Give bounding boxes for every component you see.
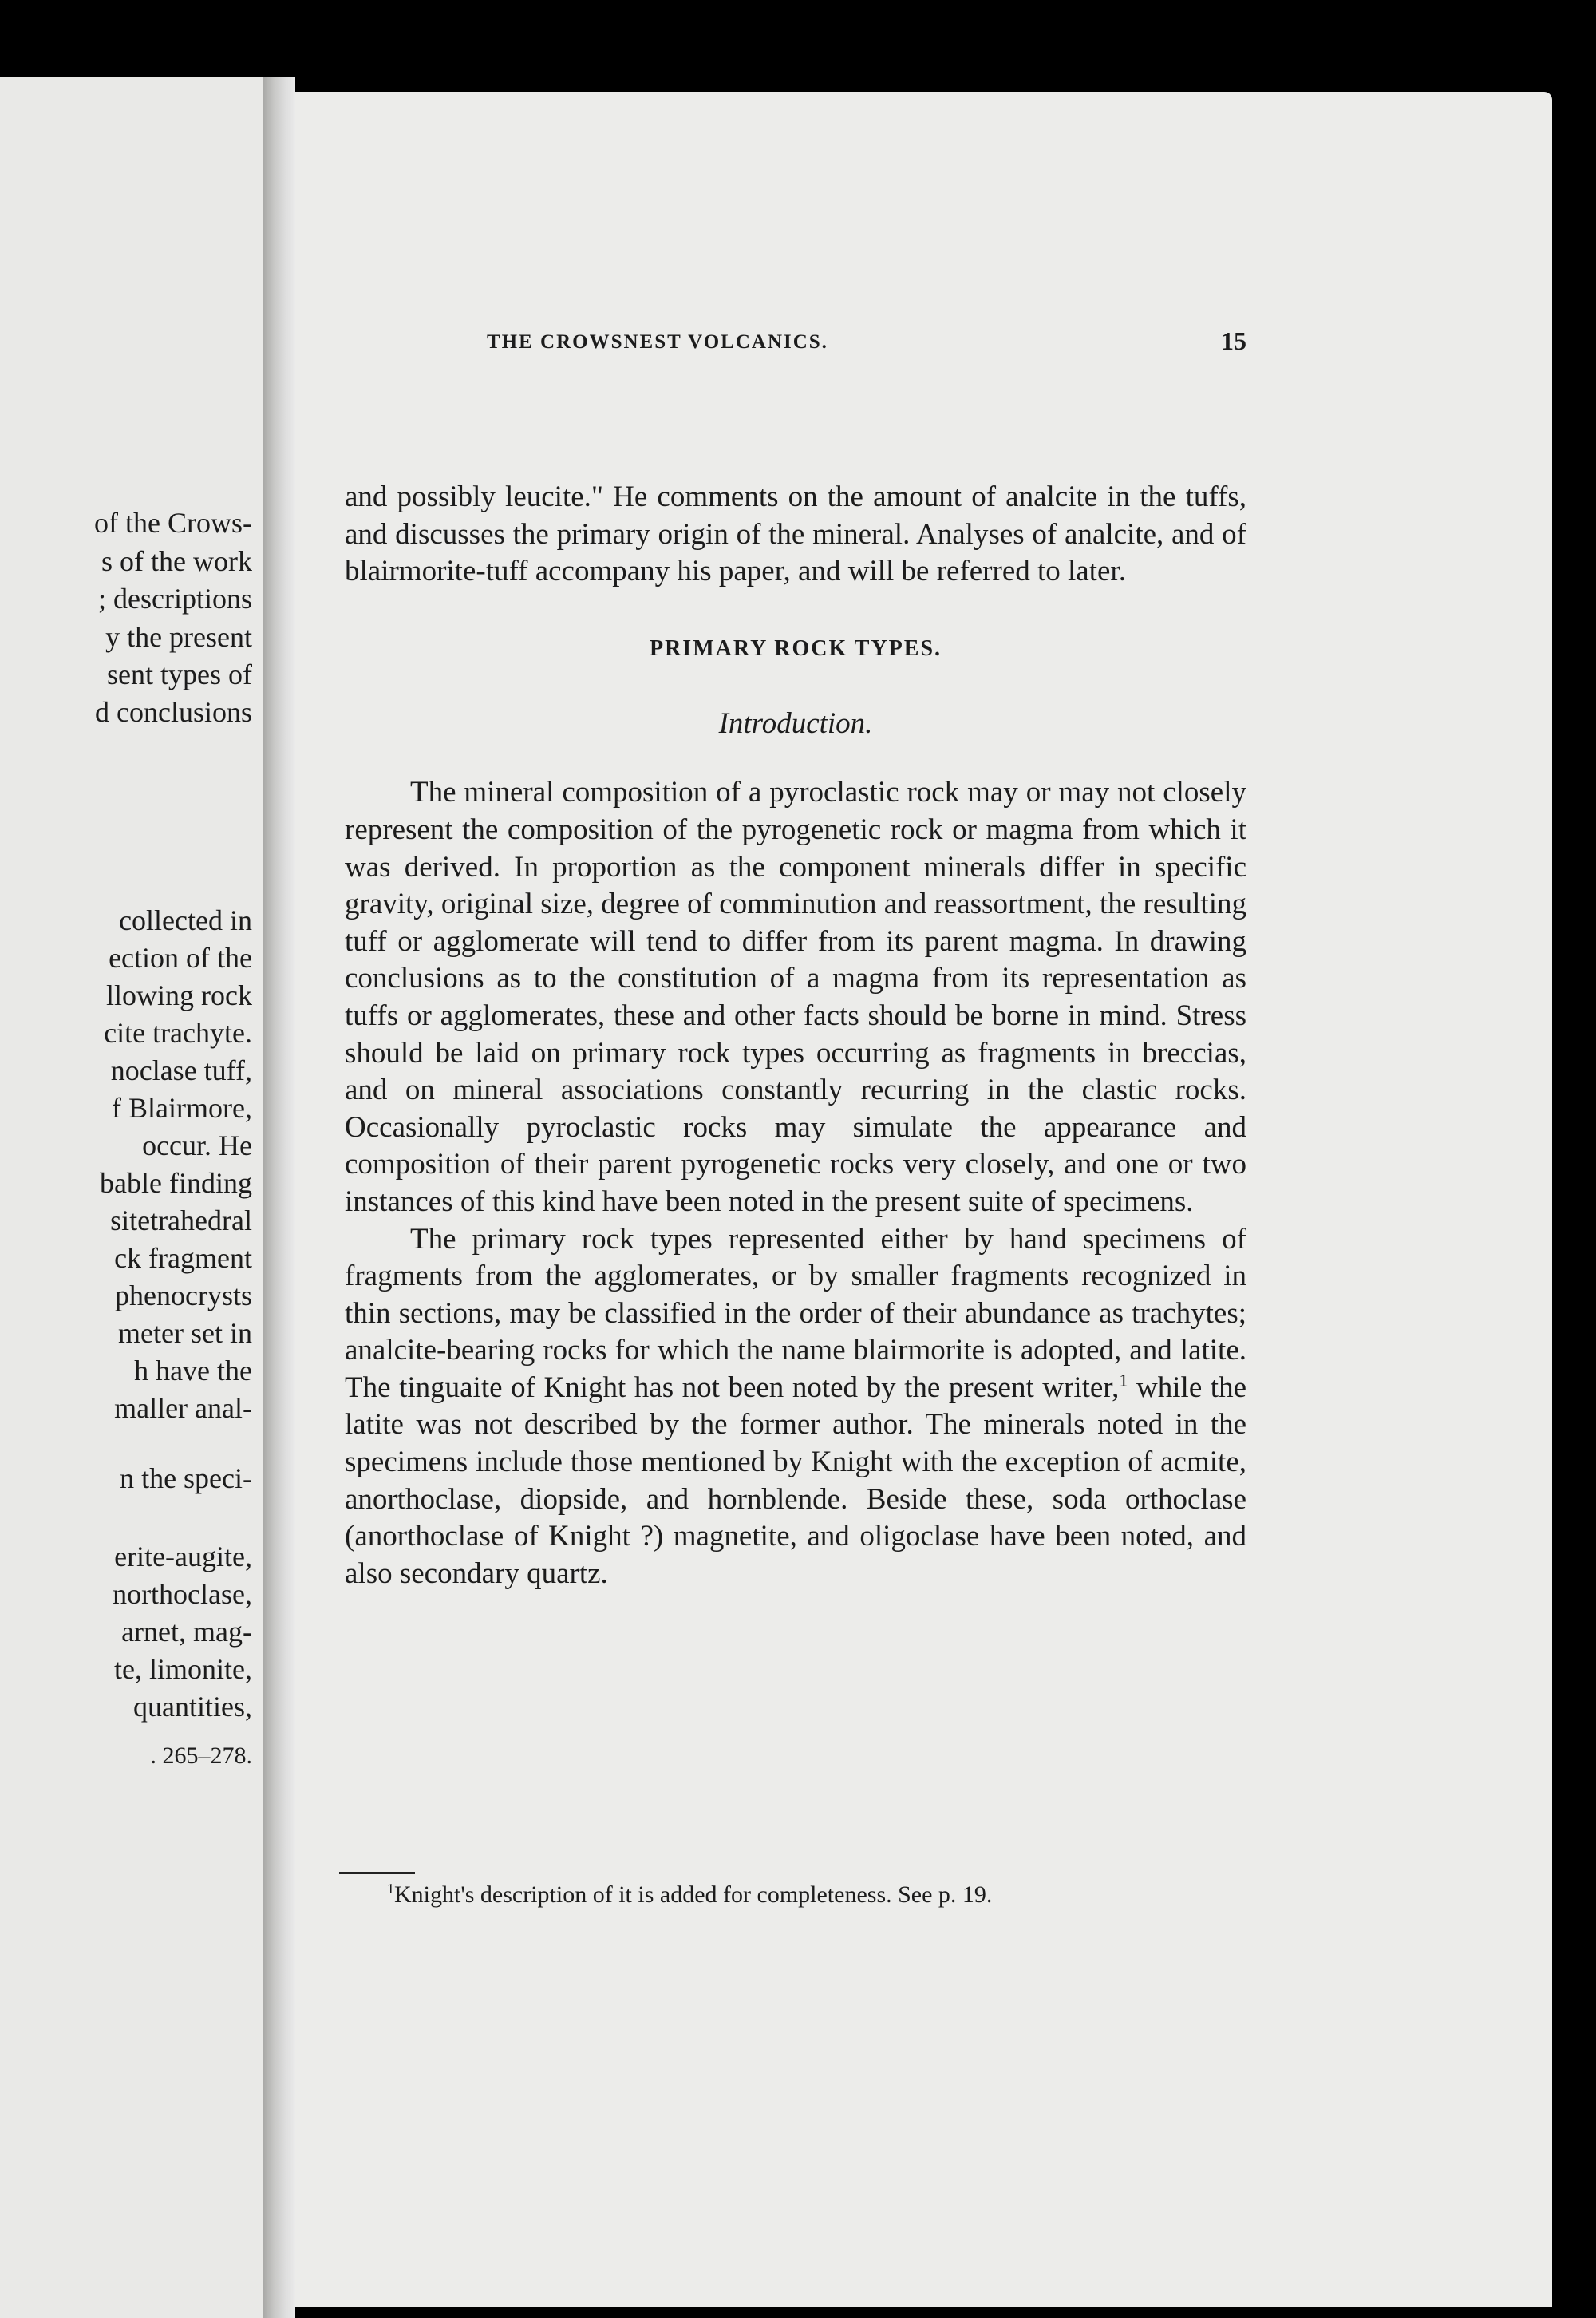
left-page-line: h have the xyxy=(134,1355,252,1386)
page-number: 15 xyxy=(1221,326,1246,355)
footnote xyxy=(387,1881,992,1909)
footnote-number: 1 xyxy=(387,1881,394,1897)
page-gutter xyxy=(263,77,295,2318)
left-page-line: ; descriptions xyxy=(98,583,252,615)
left-page-line: cite trachyte. xyxy=(104,1017,252,1049)
left-page-line: d conclusions xyxy=(95,696,252,728)
left-page-line: northoclase, xyxy=(113,1578,252,1610)
left-page-line: llowing rock xyxy=(106,979,252,1011)
subsection-heading: Introduction. xyxy=(718,706,873,740)
left-page-fragment xyxy=(0,77,263,2318)
left-page-line: ck fragment xyxy=(114,1242,252,1274)
left-page-line: maller anal- xyxy=(114,1392,252,1424)
section-heading: PRIMARY ROCK TYPES. xyxy=(649,635,942,661)
running-head-title: THE CROWSNEST VOLCANICS. xyxy=(487,331,828,353)
left-page-line: occur. He xyxy=(142,1129,252,1161)
paragraph-2-part-b: while the latite was not described by the former author. The minerals noted in the specimens include those mentioned by Knight with the exception of acmite, anorthoclase, diopside, and hornblende. Beside these, soda orthoclase (anorthoclase of Knight ?) magnetite, and oligoclase have been noted, and also secondary quartz. xyxy=(345,1371,1246,1590)
left-page-line: . 265–278. xyxy=(150,1742,252,1769)
left-page-line: noclase tuff, xyxy=(110,1054,252,1086)
paragraph-2 xyxy=(345,1221,1246,1593)
intro-paragraph: and possibly leucite." He comments on the amount of analcite in the tuffs, and discusses the primary origin of the mineral. Analyses of analcite, and of blairmorite-tuff accompany his paper, and will be referred to later. xyxy=(345,481,1246,588)
left-page-line: y the present xyxy=(105,621,252,653)
left-page-line: ection of the xyxy=(109,942,252,974)
left-page-line: te, limonite, xyxy=(114,1653,252,1685)
left-page-line: sent types of xyxy=(107,659,252,690)
left-page-line: sitetrahedral xyxy=(110,1204,252,1236)
paragraph-2-part-a: The primary rock types represented either by hand specimens of fragments from the agglomerates, or by smaller fragments recognized in thin sections, may be classified in the order of their abundance as trachytes; analcite-bearing rocks for which the name blairmorite is adopted, and latite. The tinguaite of Knight has not been noted by the present writer, xyxy=(345,1222,1246,1404)
left-page-line: phenocrysts xyxy=(115,1280,252,1311)
left-page-line: bable finding xyxy=(100,1167,252,1199)
left-page-line: quantities, xyxy=(133,1691,252,1723)
left-page-line: s of the work xyxy=(101,545,252,577)
left-page-line: meter set in xyxy=(118,1317,252,1349)
footnote-marker: 1 xyxy=(1119,1370,1128,1390)
footnote-rule xyxy=(339,1872,415,1874)
left-page-line: of the Crows- xyxy=(94,507,252,539)
left-page-line: arnet, mag- xyxy=(121,1616,252,1648)
left-page-line: collected in xyxy=(119,904,252,936)
left-page-line: erite-augite, xyxy=(114,1541,252,1572)
main-text xyxy=(345,479,1246,1592)
left-page-line: n the speci- xyxy=(120,1462,252,1494)
left-page-line: f Blairmore, xyxy=(112,1092,252,1124)
footnote-text: Knight's description of it is added for completeness. See p. 19. xyxy=(394,1881,993,1908)
paragraph-1: The mineral composition of a pyroclastic rock may or may not closely represent the composition of the pyrogenetic rock or magma from which it was derived. In proportion as the component minerals differ in specific gravity, original size, degree of comminution and reassortment, the resulting tuff or agglomerate will tend to differ from its parent magma. In drawing conclusions as to the constitution of a magma from its representation as tuffs or agglomerates, these and other facts should be borne in mind. Stress should be laid on primary rock types occurring as fragments in breccias, and on mineral associations constantly recurring in the clastic rocks. Occasionally pyroclastic rocks may simulate the appearance and composition of their parent pyrogenetic rocks very closely, and one or two instances of this kind have been noted in the present suite of specimens. xyxy=(345,776,1246,1218)
